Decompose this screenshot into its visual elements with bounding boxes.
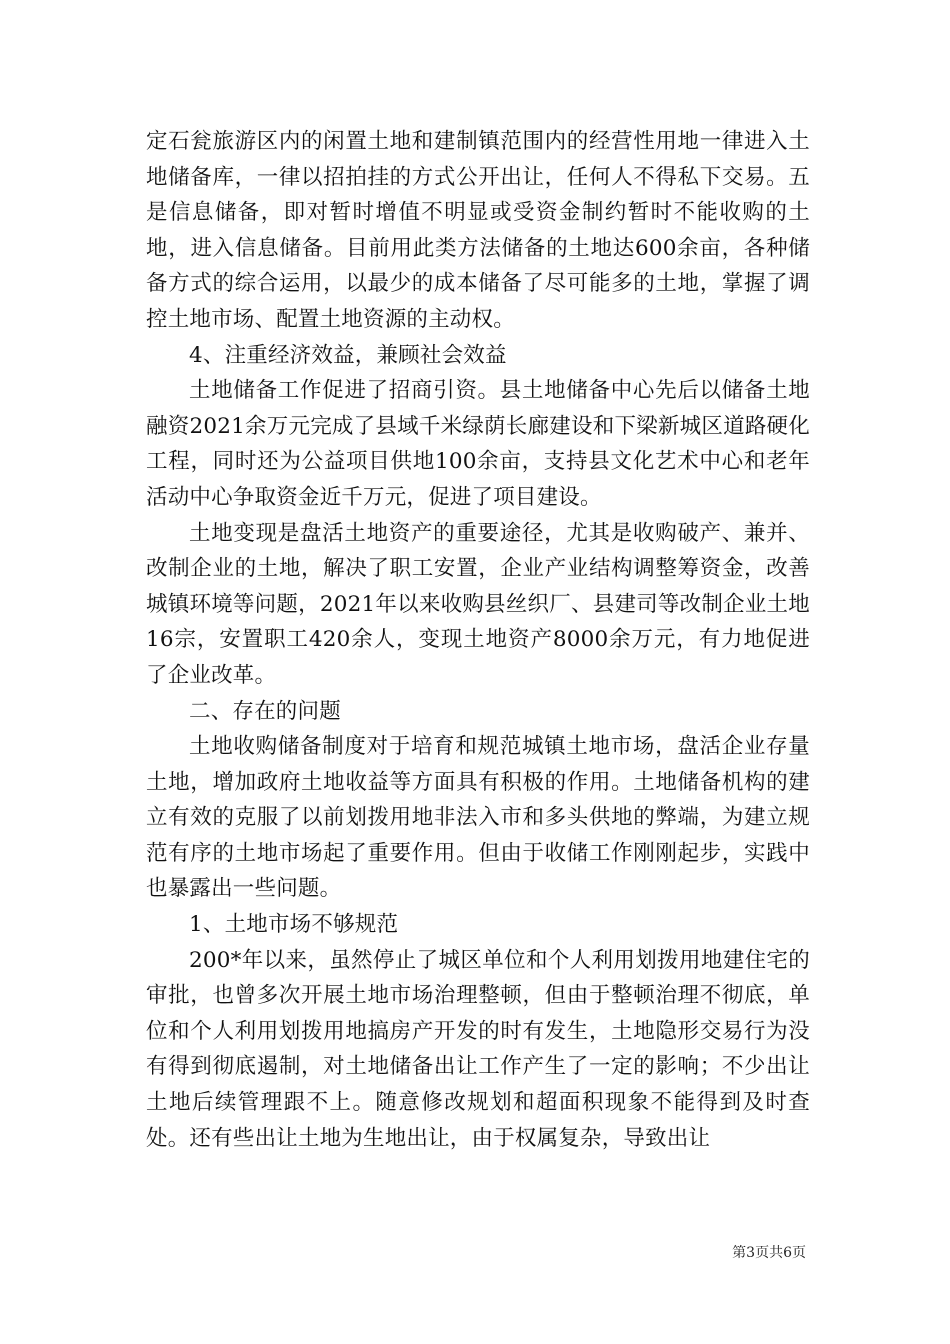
page-number-footer: 第3页共6页 xyxy=(732,1245,806,1261)
paragraph-continuation: 定石瓮旅游区内的闲置土地和建制镇范围内的经营性用地一律进入土地储备库，一律以招拍挂的方式公开出让，任何人不得私下交易。五是信息储备，即对暂时增值不明显或受资金制约暂时不能收购的土地，进入信息储备。目前用此类方法储备的土地达600余亩，各种储备方式的综合运用，以最少的成本储备了尽可能多的土地，掌握了调控土地市场、配置土地资源的主动权。 xyxy=(146,129,810,332)
subheading-land-market: 1、土地市场不够规范 xyxy=(189,912,399,938)
paragraph-land-realization: 土地变现是盘活土地资产的重要途径，尤其是收购破产、兼并、改制企业的土地，解决了职工安置，企业产业结构调整筹资金，改善城镇环境等问题，2021年以来收购县丝织厂、县建司等改制企业土地16宗，安置职工420余人，变现土地资产8000余万元，有力地促进了企业改革。 xyxy=(146,520,810,688)
paragraph-investment: 土地储备工作促进了招商引资。县土地储备中心先后以储备土地融资2021余万元完成了县域千米绿荫长廊建设和下梁新城区道路硬化工程，同时还为公益项目供地100余亩，支持县文化艺术中心和老年活动中心争取资金近千万元，促进了项目建设。 xyxy=(146,378,810,510)
paragraph-problems-intro: 土地收购储备制度对于培育和规范城镇土地市场，盘活企业存量土地，增加政府土地收益等方面具有积极的作用。土地储备机构的建立有效的克服了以前划拨用地非法入市和多头供地的弊端，为建立规范有序的土地市场起了重要作用。但由于收储工作刚刚起步，实践中也暴露出一些问题。 xyxy=(146,734,810,902)
section-heading-problems: 二、存在的问题 xyxy=(189,698,341,724)
subheading-economic-benefits: 4、注重经济效益，兼顾社会效益 xyxy=(189,342,507,368)
paragraph-land-market: 200*年以来，虽然停止了城区单位和个人利用划拨用地建住宅的审批，也曾多次开展土地市场治理整顿，但由于整顿治理不彻底，单位和个人利用划拨用地搞房产开发的时有发生，土地隐形交易行为没有得到彻底遏制，对土地储备出让工作产生了一定的影响；不少出让土地后续管理跟不上。随意修改规划和超面积现象不能得到及时查处。还有些出让土地为生地出让，由于权属复杂，导致出让 xyxy=(146,947,810,1151)
document-body xyxy=(146,124,810,1156)
